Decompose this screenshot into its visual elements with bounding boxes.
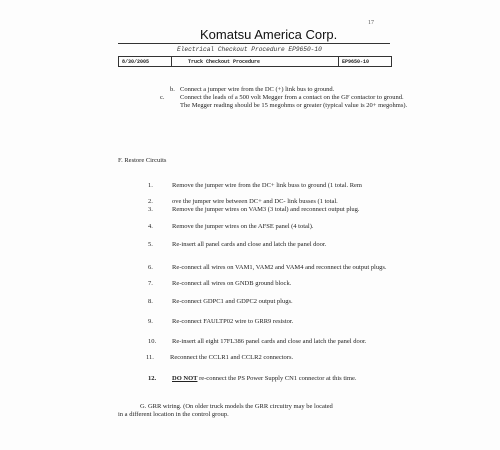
step-9 <box>148 318 392 326</box>
step-text: Remove the jumper wires on the AFSE panel (4 total). <box>172 223 314 230</box>
step-number: 3. <box>148 206 153 213</box>
step-emphasis: DO NOT <box>172 375 198 382</box>
company-name: Komatsu America Corp. <box>200 27 338 42</box>
step-text: Re-connect all wires on VAM1, VAM2 and VAM4 and reconnect the output plugs. <box>172 264 387 271</box>
substep-c-marker: c. <box>160 94 165 101</box>
step-number: 10. <box>148 338 157 345</box>
step-1 <box>148 182 392 190</box>
step-8 <box>148 298 392 306</box>
step-12 <box>148 375 392 383</box>
section-g-line-1: G. GRR wiring. (On older truck models the GRR circuitry may be located <box>140 403 333 410</box>
header-date: 8/30/2005 <box>119 57 172 66</box>
step-11 <box>146 354 390 362</box>
step-number: 4. <box>148 223 153 230</box>
substep-b-text: Connect a jumper wire from the DC (+) link bus to ground. <box>180 86 335 93</box>
step-7 <box>148 280 392 288</box>
section-f-heading: F. Restore Circuits <box>118 157 167 164</box>
substep-b-marker: b. <box>170 86 175 93</box>
header-rule <box>118 43 390 44</box>
step-number: 5. <box>148 241 153 248</box>
substep-b <box>170 86 390 94</box>
step-text: Remove the jumper wire from the DC+ link buss to ground (1 total. Rem <box>172 182 362 189</box>
header-code: EP9650-10 <box>342 58 370 65</box>
step-text: Re-connect FAULTP02 wire to GRR9 resistor. <box>172 318 294 325</box>
step-4 <box>148 223 392 231</box>
step-6 <box>148 264 392 272</box>
step-text: ove the jumper wire between DC+ and DC- link busses (1 total. <box>172 198 338 205</box>
step-number: 7. <box>148 280 153 287</box>
step-number: 8. <box>148 298 153 305</box>
page-number: 17 <box>368 20 374 26</box>
header-table <box>118 56 392 67</box>
step-5 <box>148 241 392 249</box>
substep-c-text: Connect the leads of a 500 volt Megger from a contact on the GF contactor to ground. The Megger reading should be 15 megohms or greater (typical value is 20+ megohms). <box>180 94 408 109</box>
step-text: Re-connect all wires on GNDB ground block. <box>172 280 292 287</box>
step-text: Remove the jumper wires on VAM3 (3 total) and reconnect output plug. <box>172 206 360 213</box>
substep-c <box>160 94 410 110</box>
step-text: Reconnect the CCLR1 and CCLR2 connectors. <box>170 354 294 361</box>
step-number: 1. <box>148 182 153 189</box>
step-3 <box>148 206 392 214</box>
step-number: 2. <box>148 198 153 205</box>
step-2 <box>148 198 392 206</box>
step-number: 12. <box>148 375 157 382</box>
section-g-line-2: in a different location in the control group. <box>118 411 229 418</box>
step-text: Re-insert all panel cards and close and latch the panel door. <box>172 241 327 248</box>
step-text: Re-insert all eight 17FL386 panel cards and close and latch the panel door. <box>172 338 367 345</box>
step-10 <box>148 338 392 346</box>
step-number: 9. <box>148 318 153 325</box>
procedure-title: Electrical Checkout Procedure EP9650-10 <box>177 46 322 53</box>
step-text: Re-connect GDPC1 and GDPC2 output plugs. <box>172 298 293 305</box>
section-g <box>118 403 400 419</box>
step-text: re-connect the PS Power Supply CN1 connector at this time. <box>197 375 357 382</box>
step-number: 6. <box>148 264 153 271</box>
header-section: Truck Checkout Procedure <box>172 57 339 66</box>
step-number: 11. <box>146 354 154 361</box>
